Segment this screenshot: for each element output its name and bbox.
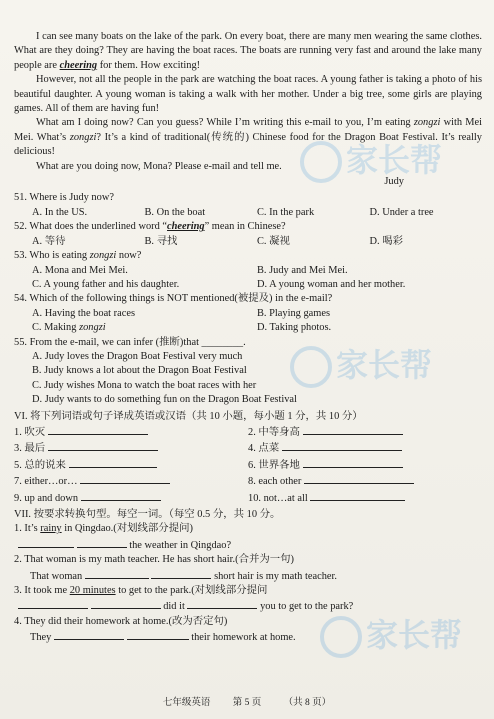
section-6-row	[14, 424, 482, 440]
option-a[interactable]: A. In the US.	[32, 206, 88, 218]
section-7-item-3: 3. It took me 20 minutes to get to the park.(对划线部分提问	[14, 585, 268, 597]
option-d[interactable]: D. Taking photos.	[257, 322, 332, 334]
passage-paragraph-4: What are you doing now, Mona? Please e-mail and tell me.	[36, 160, 282, 172]
option-c[interactable]: C. Making zongzi	[32, 322, 106, 334]
answer-blank[interactable]	[81, 490, 161, 501]
footer-page-number: 第 5 页	[232, 698, 262, 708]
item-label: 2. 中等身高	[248, 426, 300, 438]
item-label: 3. 最后	[14, 443, 46, 455]
watermark-text: 家长帮	[346, 141, 443, 179]
section-6-row	[14, 440, 482, 456]
question-54-options-row-1	[14, 307, 482, 321]
watermark-text: 家长帮	[366, 616, 463, 654]
option-d[interactable]: D. Judy wants to do something fun on the Dragon Boat Festival	[32, 394, 297, 406]
item-label: 9. up and down	[14, 492, 79, 504]
section-7-answer-1: the weather in Qingdao?	[14, 537, 482, 553]
section-7-answer-2: That woman short hair is my math teacher.	[14, 568, 482, 584]
option-a[interactable]: A. Judy loves the Dragon Boat Festival very much	[32, 350, 243, 362]
section-7-answer-4: They their homework at home.	[14, 629, 482, 645]
option-b[interactable]: B. Judy knows a lot about the Dragon Boat Festival	[32, 365, 247, 377]
answer-blank[interactable]	[91, 598, 161, 609]
question-51-options	[14, 206, 482, 220]
question-52-stem: 52. What does the underlined word “cheering” mean in Chinese?	[14, 221, 286, 233]
answer-blank[interactable]	[18, 598, 88, 609]
item-label: 5. 总的说来	[14, 459, 66, 471]
section-7-title: VII. 按要求转换句型。每空一词。（每空 0.5 分，共 10 分。	[14, 509, 281, 520]
question-55-stem: 55. From the e-mail, we can infer (推断)that ________.	[14, 336, 246, 348]
passage-paragraph-2: However, not all the people in the park are watching the boat races. A young father is taking a photo of his beautiful daughter. A young woman is taking a walk with her mother. Under a big tree, some girls are playing games. All of them are having fun!	[14, 74, 482, 115]
answer-blank[interactable]	[18, 537, 74, 548]
question-53-options-row-1	[14, 264, 482, 278]
section-6-row	[14, 473, 482, 489]
section-7-item-4: 4. They did their homework at home.(改为否定句)	[14, 615, 228, 627]
footer-subject: 七年级英语	[162, 698, 211, 708]
item-label: 1. 吹灭	[14, 426, 46, 438]
answer-blank[interactable]	[77, 537, 127, 548]
option-a[interactable]: A. Having the boat races	[32, 307, 136, 319]
item-label: 10. not…at all	[248, 492, 308, 504]
question-53-stem: 53. Who is eating zongzi now?	[14, 250, 142, 262]
passage-signature: Judy	[384, 176, 404, 188]
item-label: 6. 世界各地	[248, 459, 300, 471]
option-c[interactable]: C. Judy wishes Mona to watch the boat races with her	[32, 379, 257, 391]
answer-blank[interactable]	[127, 629, 189, 640]
watermark-text: 家长帮	[336, 346, 433, 384]
exam-content	[14, 30, 482, 646]
option-d[interactable]: D. Under a tree	[369, 206, 434, 218]
page-footer	[0, 694, 494, 708]
section-6-row	[14, 490, 482, 506]
answer-blank[interactable]	[54, 629, 124, 640]
answer-blank[interactable]	[48, 424, 148, 435]
option-a[interactable]: A. Mona and Mei Mei.	[32, 264, 128, 276]
answer-blank[interactable]	[310, 490, 405, 501]
option-d[interactable]: D. A young woman and her mother.	[257, 278, 406, 290]
item-label: 8. each other	[248, 476, 302, 488]
section-7-item-2: 2. That woman is my math teacher. He has short hair.(合并为一句)	[14, 554, 295, 566]
item-label: 4. 点菜	[248, 443, 280, 455]
answer-blank[interactable]	[151, 568, 211, 579]
passage-paragraph-1: I can see many boats on the lake of the park. On every boat, there are many men wearing the same clothes. What are they doing? They are having the boat races. The boats are running very fast and around the lake many people are cheering for them. How exciting!	[14, 31, 482, 71]
option-c[interactable]: C. 凝视	[257, 235, 290, 247]
answer-blank[interactable]	[282, 440, 402, 451]
option-c[interactable]: C. In the park	[257, 206, 315, 218]
question-52-options	[14, 235, 482, 249]
option-b[interactable]: B. Judy and Mei Mei.	[257, 264, 348, 276]
question-51-stem: 51. Where is Judy now?	[14, 192, 114, 204]
section-6-row	[14, 457, 482, 473]
option-d[interactable]: D. 喝彩	[369, 235, 403, 247]
section-7-item-1: 1. It’s rainy in Qingdao.(对划线部分提问)	[14, 523, 193, 535]
footer-total-pages: （共 8 页）	[283, 698, 332, 708]
option-b[interactable]: B. On the boat	[144, 206, 206, 218]
item-label: 7. either…or…	[14, 476, 78, 488]
answer-blank[interactable]	[303, 457, 403, 468]
answer-blank[interactable]	[80, 473, 170, 484]
answer-blank[interactable]	[69, 457, 157, 468]
section-6-title: VI. 将下列词语或句子译成英语或汉语（共 10 小题，每小题 1 分，共 10 分）	[14, 410, 363, 422]
option-a[interactable]: A. 等待	[32, 235, 66, 247]
question-54-options-row-2	[14, 321, 482, 335]
section-7-answer-3: did it you to get to the park?	[14, 598, 482, 614]
option-b[interactable]: B. 寻找	[144, 235, 178, 247]
passage-paragraph-3: What am I doing now? Can you guess? While I’m writing this e-mail to you, I’m eating zongzi with Mei Mei. What’s zongzi? It’s a kind of traditional(传统的) Chinese food for the Dragon Boat Festival. It’s really delicious!	[14, 117, 482, 158]
underlined-word-cheering: cheering	[59, 59, 98, 71]
answer-blank[interactable]	[85, 568, 149, 579]
answer-blank[interactable]	[187, 598, 257, 609]
question-54-stem: 54. Which of the following things is NOT mentioned(被提及) in the e-mail?	[14, 293, 333, 305]
answer-blank[interactable]	[303, 424, 403, 435]
option-b[interactable]: B. Playing games	[257, 307, 331, 319]
question-53-options-row-2	[14, 278, 482, 292]
answer-blank[interactable]	[304, 473, 414, 484]
option-c[interactable]: C. A young father and his daughter.	[32, 278, 180, 290]
answer-blank[interactable]	[48, 440, 158, 451]
